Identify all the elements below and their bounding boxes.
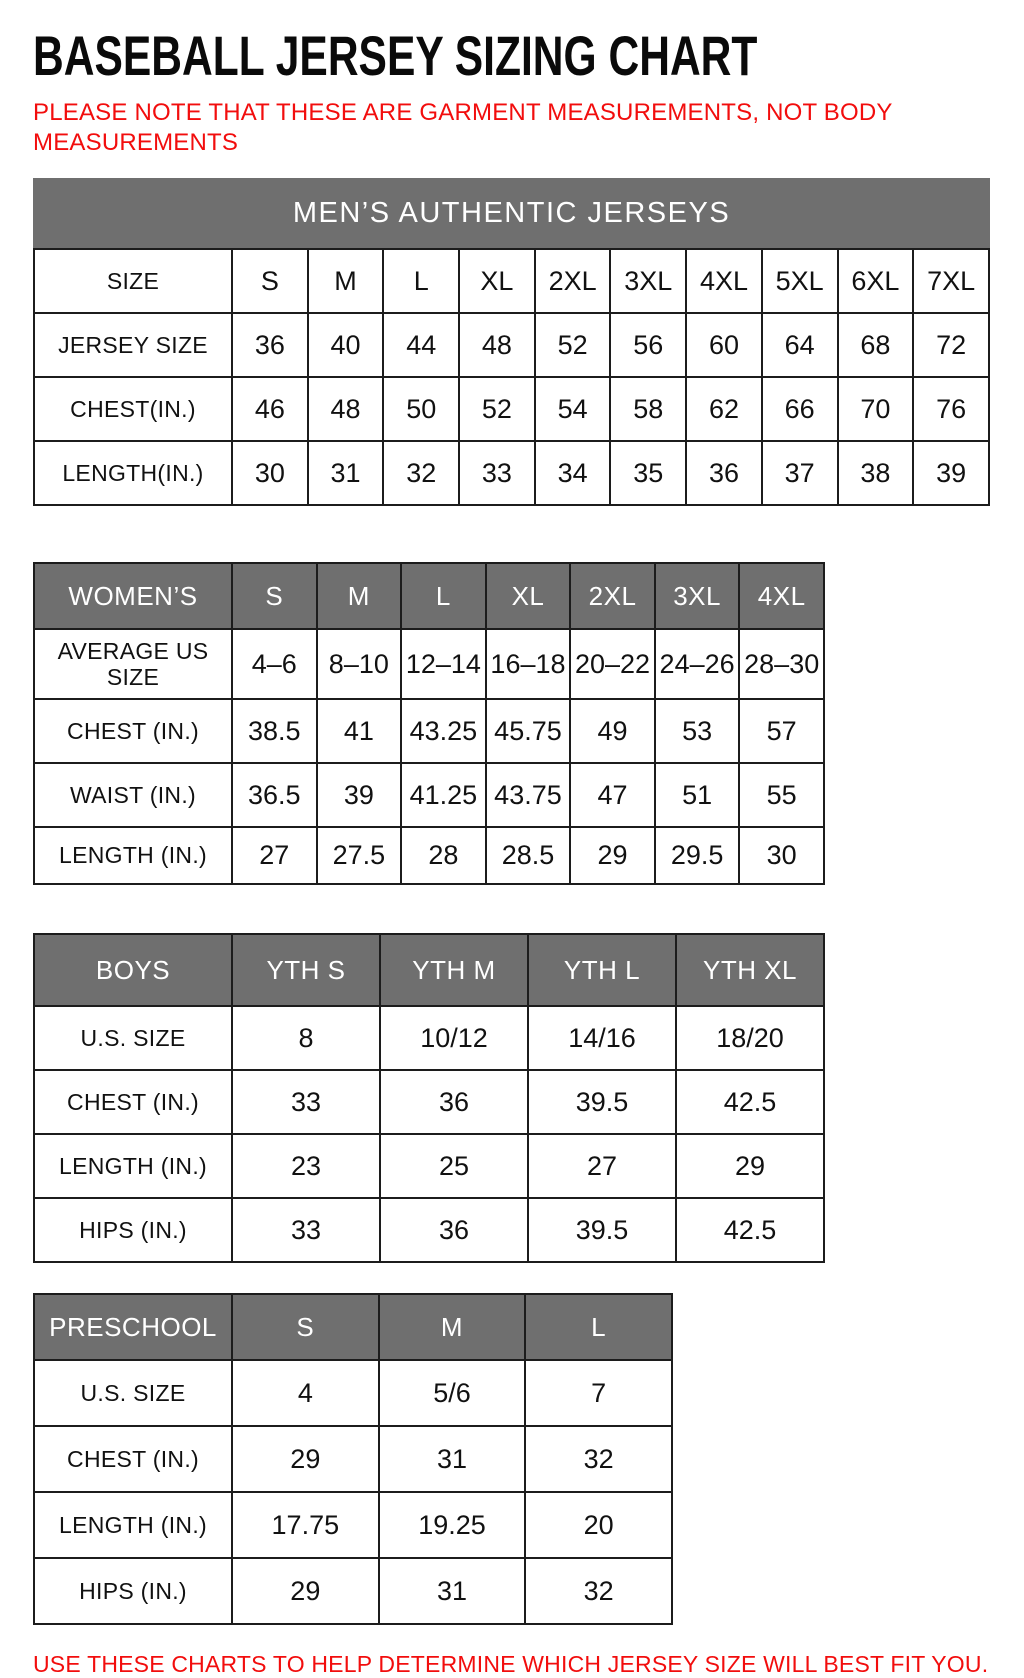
row-label: LENGTH (IN.) — [34, 1492, 232, 1558]
value-cell: 62 — [686, 377, 762, 441]
value-cell: 14/16 — [528, 1006, 676, 1070]
footer-note: USE THESE CHARTS TO HELP DETERMINE WHICH JERSEY SIZE WILL BEST FIT YOU. — [33, 1651, 989, 1677]
row-label: U.S. SIZE — [34, 1360, 232, 1426]
value-cell: 38.5 — [232, 699, 317, 763]
mens-authentic-jerseys-banner — [33, 178, 990, 248]
value-cell: 41 — [317, 699, 402, 763]
table-row — [34, 441, 989, 505]
table-row — [34, 1006, 824, 1070]
value-cell: 32 — [525, 1426, 672, 1492]
womens-sizing-table — [33, 562, 825, 885]
value-cell: 16–18 — [486, 629, 571, 699]
value-cell: 46 — [232, 377, 308, 441]
value-cell: 36 — [232, 313, 308, 377]
table-header-row — [34, 563, 824, 629]
value-cell: 23 — [232, 1134, 380, 1198]
value-cell: 49 — [570, 699, 655, 763]
value-cell: 32 — [525, 1558, 672, 1624]
mens-banner-label: MEN’S AUTHENTIC JERSEYS — [292, 196, 731, 229]
table-header-row — [34, 1294, 672, 1360]
row-label: CHEST (IN.) — [34, 699, 232, 763]
size-header-cell: YTH M — [380, 934, 528, 1006]
size-header-cell: M — [379, 1294, 526, 1360]
size-cell: XL — [459, 249, 535, 313]
size-header-cell: 3XL — [655, 563, 740, 629]
table-row — [34, 313, 989, 377]
size-cell: 3XL — [610, 249, 686, 313]
value-cell: 42.5 — [676, 1198, 824, 1262]
size-cell: 7XL — [913, 249, 989, 313]
value-cell: 66 — [762, 377, 838, 441]
table-row — [34, 1492, 672, 1558]
size-header-cell: S — [232, 563, 317, 629]
value-cell: 32 — [383, 441, 459, 505]
value-cell: 45.75 — [486, 699, 571, 763]
value-cell: 35 — [610, 441, 686, 505]
value-cell: 38 — [838, 441, 914, 505]
value-cell: 36.5 — [232, 763, 317, 827]
value-cell: 12–14 — [401, 629, 486, 699]
row-label: LENGTH (IN.) — [34, 827, 232, 884]
value-cell: 30 — [232, 441, 308, 505]
table-row — [34, 699, 824, 763]
row-label: U.S. SIZE — [34, 1006, 232, 1070]
value-cell: 4 — [232, 1360, 379, 1426]
table-row — [34, 1198, 824, 1262]
value-cell: 72 — [913, 313, 989, 377]
value-cell: 76 — [913, 377, 989, 441]
value-cell: 58 — [610, 377, 686, 441]
row-label: SIZE — [34, 249, 232, 313]
preschool-header-label: PRESCHOOL — [34, 1294, 232, 1360]
size-header-cell: L — [401, 563, 486, 629]
preschool-sizing-table — [33, 1293, 673, 1625]
size-cell: 2XL — [535, 249, 611, 313]
size-header-cell: M — [317, 563, 402, 629]
value-cell: 29 — [676, 1134, 824, 1198]
garment-measurement-note: PLEASE NOTE THAT THESE ARE GARMENT MEASUREMENTS, NOT BODY MEASUREMENTS — [33, 99, 893, 156]
value-cell: 20 — [525, 1492, 672, 1558]
value-cell: 20–22 — [570, 629, 655, 699]
row-label: AVERAGE US SIZE — [34, 629, 232, 699]
size-header-cell: XL — [486, 563, 571, 629]
value-cell: 36 — [380, 1070, 528, 1134]
value-cell: 28.5 — [486, 827, 571, 884]
table-row — [34, 1558, 672, 1624]
value-cell: 39.5 — [528, 1198, 676, 1262]
value-cell: 52 — [535, 313, 611, 377]
value-cell: 44 — [383, 313, 459, 377]
row-label: CHEST (IN.) — [34, 1070, 232, 1134]
row-label: LENGTH (IN.) — [34, 1134, 232, 1198]
table-row — [34, 629, 824, 699]
value-cell: 17.75 — [232, 1492, 379, 1558]
value-cell: 34 — [535, 441, 611, 505]
value-cell: 27 — [528, 1134, 676, 1198]
table-row — [34, 377, 989, 441]
value-cell: 55 — [739, 763, 824, 827]
value-cell: 39 — [317, 763, 402, 827]
row-label: WAIST (IN.) — [34, 763, 232, 827]
value-cell: 50 — [383, 377, 459, 441]
value-cell: 31 — [379, 1426, 526, 1492]
value-cell: 29 — [570, 827, 655, 884]
value-cell: 4–6 — [232, 629, 317, 699]
value-cell: 53 — [655, 699, 740, 763]
row-label: CHEST(IN.) — [34, 377, 232, 441]
row-label: CHEST (IN.) — [34, 1426, 232, 1492]
boys-sizing-table — [33, 933, 825, 1263]
value-cell: 29.5 — [655, 827, 740, 884]
value-cell: 39.5 — [528, 1070, 676, 1134]
value-cell: 52 — [459, 377, 535, 441]
size-cell: 6XL — [838, 249, 914, 313]
size-cell: S — [232, 249, 308, 313]
womens-header-label: WOMEN’S — [34, 563, 232, 629]
value-cell: 27 — [232, 827, 317, 884]
size-cell: 4XL — [686, 249, 762, 313]
size-header-cell: 2XL — [570, 563, 655, 629]
table-row — [34, 249, 989, 313]
size-header-cell: YTH L — [528, 934, 676, 1006]
size-header-cell: L — [525, 1294, 672, 1360]
value-cell: 43.25 — [401, 699, 486, 763]
size-cell: M — [308, 249, 384, 313]
value-cell: 30 — [739, 827, 824, 884]
table-row — [34, 1070, 824, 1134]
value-cell: 57 — [739, 699, 824, 763]
table-row — [34, 1134, 824, 1198]
value-cell: 51 — [655, 763, 740, 827]
value-cell: 28 — [401, 827, 486, 884]
value-cell: 70 — [838, 377, 914, 441]
value-cell: 48 — [459, 313, 535, 377]
value-cell: 7 — [525, 1360, 672, 1426]
size-header-cell: YTH XL — [676, 934, 824, 1006]
row-label: JERSEY SIZE — [34, 313, 232, 377]
value-cell: 36 — [686, 441, 762, 505]
value-cell: 56 — [610, 313, 686, 377]
table-row — [34, 827, 824, 884]
size-header-cell: 4XL — [739, 563, 824, 629]
value-cell: 42.5 — [676, 1070, 824, 1134]
value-cell: 48 — [308, 377, 384, 441]
value-cell: 25 — [380, 1134, 528, 1198]
value-cell: 33 — [232, 1198, 380, 1262]
value-cell: 33 — [232, 1070, 380, 1134]
value-cell: 41.25 — [401, 763, 486, 827]
value-cell: 29 — [232, 1558, 379, 1624]
value-cell: 18/20 — [676, 1006, 824, 1070]
value-cell: 27.5 — [317, 827, 402, 884]
table-row — [34, 763, 824, 827]
value-cell: 19.25 — [379, 1492, 526, 1558]
value-cell: 68 — [838, 313, 914, 377]
row-label: HIPS (IN.) — [34, 1558, 232, 1624]
mens-sizing-table — [33, 248, 990, 506]
value-cell: 36 — [380, 1198, 528, 1262]
value-cell: 28–30 — [739, 629, 824, 699]
size-header-cell: YTH S — [232, 934, 380, 1006]
value-cell: 24–26 — [655, 629, 740, 699]
value-cell: 43.75 — [486, 763, 571, 827]
value-cell: 8 — [232, 1006, 380, 1070]
page-title: BASEBALL JERSEY SIZING CHART — [33, 24, 758, 87]
value-cell: 5/6 — [379, 1360, 526, 1426]
table-header-row — [34, 934, 824, 1006]
value-cell: 64 — [762, 313, 838, 377]
value-cell: 60 — [686, 313, 762, 377]
boys-header-label: BOYS — [34, 934, 232, 1006]
value-cell: 47 — [570, 763, 655, 827]
row-label: LENGTH(IN.) — [34, 441, 232, 505]
value-cell: 40 — [308, 313, 384, 377]
value-cell: 33 — [459, 441, 535, 505]
value-cell: 54 — [535, 377, 611, 441]
size-cell: 5XL — [762, 249, 838, 313]
value-cell: 10/12 — [380, 1006, 528, 1070]
size-header-cell: S — [232, 1294, 379, 1360]
value-cell: 37 — [762, 441, 838, 505]
table-row — [34, 1360, 672, 1426]
value-cell: 39 — [913, 441, 989, 505]
size-cell: L — [383, 249, 459, 313]
value-cell: 8–10 — [317, 629, 402, 699]
value-cell: 31 — [308, 441, 384, 505]
value-cell: 29 — [232, 1426, 379, 1492]
table-row — [34, 1426, 672, 1492]
value-cell: 31 — [379, 1558, 526, 1624]
row-label: HIPS (IN.) — [34, 1198, 232, 1262]
